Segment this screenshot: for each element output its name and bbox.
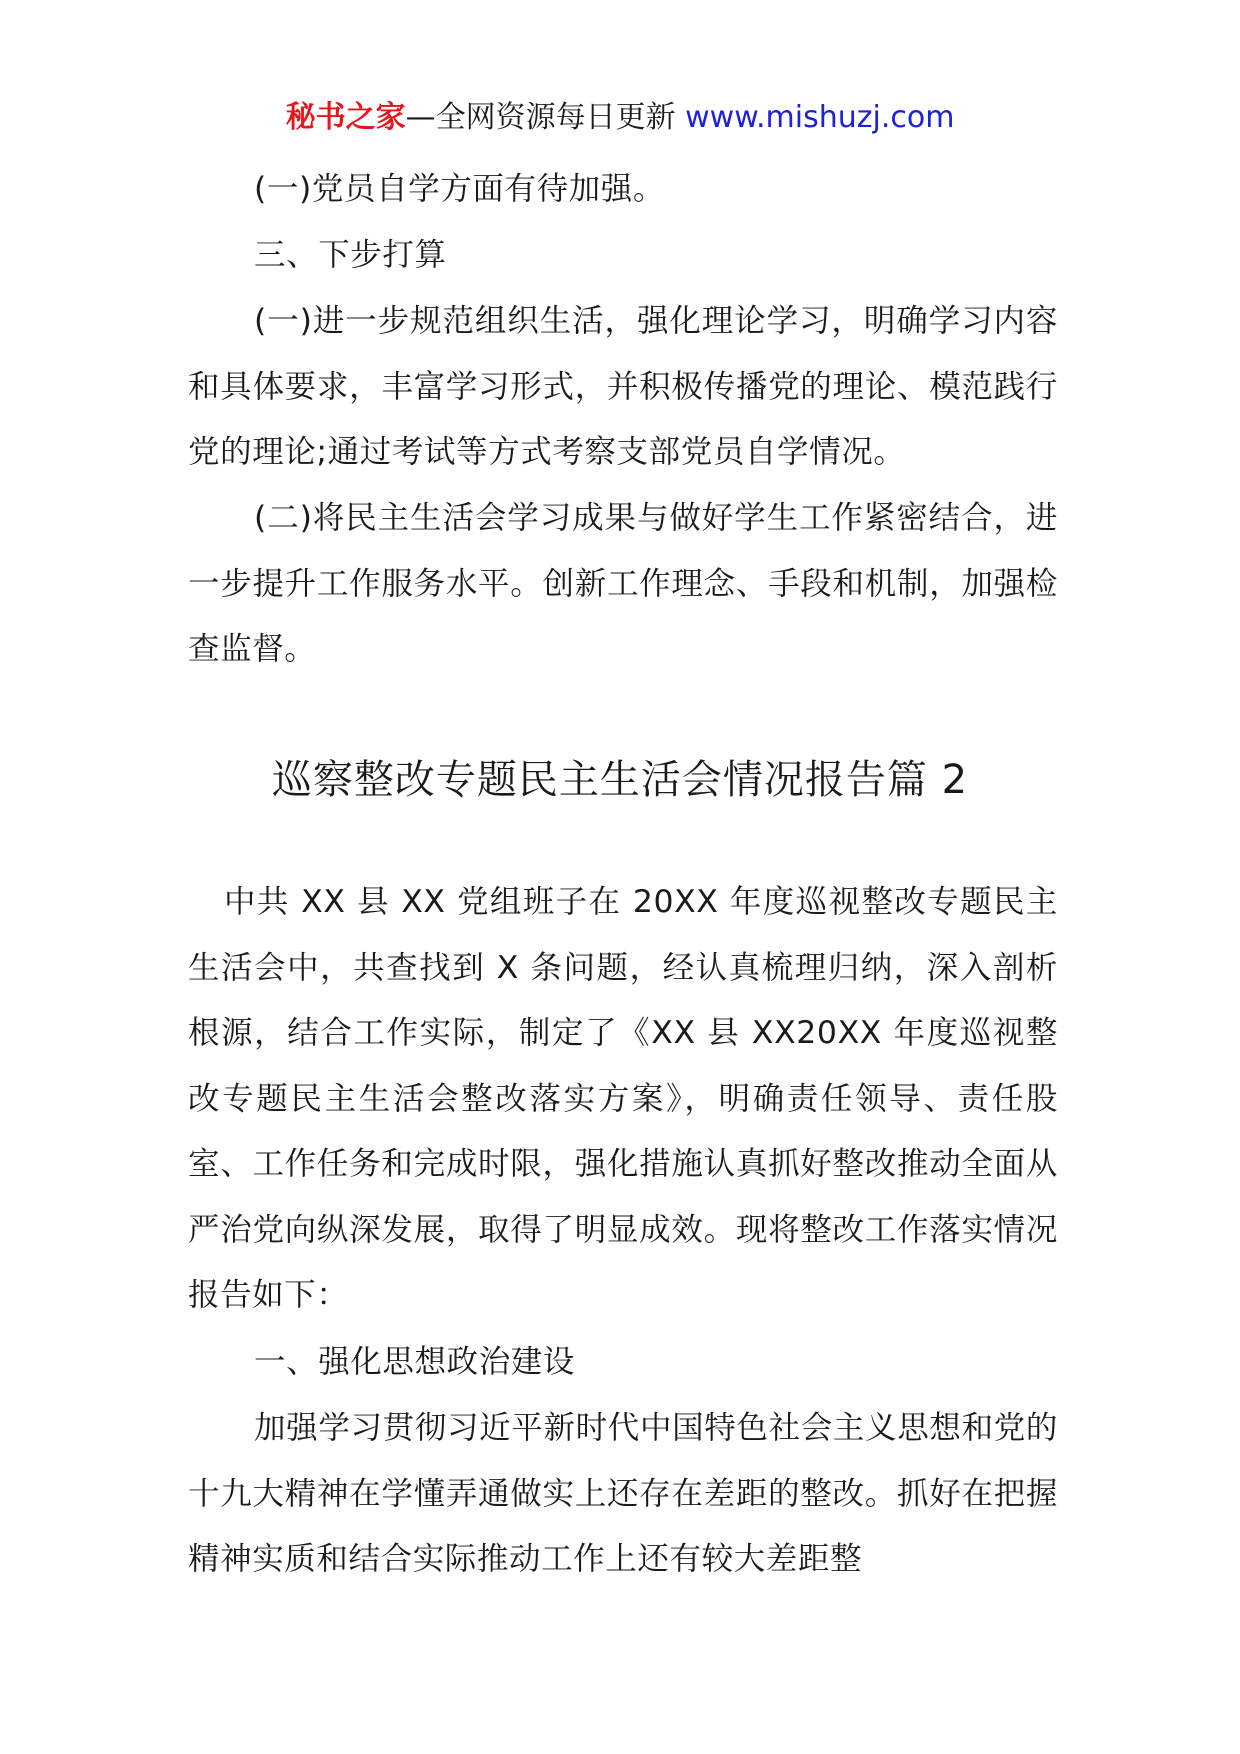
brand-name: 秘书之家 (285, 100, 406, 135)
heading-political-construction: 一、强化思想政治建设 (254, 1344, 576, 1380)
paragraph-intro: 中共 XX 县 XX 党组班子在 20XX 年度巡视整改专题民主生活会中，共查找到 X 条问题，经认真梳理归纳，深入剖析根源，结合工作实际，制定了《XX 县 XX20XX 年度巡视整改专题民主生活会整改落实方案》，明确责任领导、责任股室、工作任务和完成时限，强化措施认真抓好整改推动全面从严治党向纵深发展，取得了明显成效。现将整改工作落实情况报告如下： (188, 884, 1058, 1313)
paragraph-next-step-1: (一)进一步规范组织生活，强化理论学习，明确学习内容和具体要求，丰富学习形式，并积极传播党的理论、模范践行党的理论;通过考试等方式考察支部党员自学情况。 (188, 303, 1058, 470)
section-title: 巡察整改专题民主生活会情况报告篇 2 (271, 757, 969, 803)
paragraph-self-study: (一)党员自学方面有待加强。 (254, 171, 665, 207)
site-url-link[interactable]: www.mishuzj.com (685, 100, 955, 135)
paragraph-next-step-2: (二)将民主生活会学习成果与做好学生工作紧密结合，进一步提升工作服务水平。创新工作理念、手段和机制，加强检查监督。 (188, 500, 1058, 667)
paragraph-political-construction: 加强学习贯彻习近平新时代中国特色社会主义思想和党的十九大精神在学懂弄通做实上还存在差距的整改。抓好在把握精神实质和结合实际推动工作上还有较大差距整 (188, 1410, 1058, 1577)
header-tagline: —全网资源每日更新 (405, 100, 676, 135)
heading-next-steps: 三、下步打算 (254, 237, 447, 273)
page-header (0, 98, 1240, 138)
